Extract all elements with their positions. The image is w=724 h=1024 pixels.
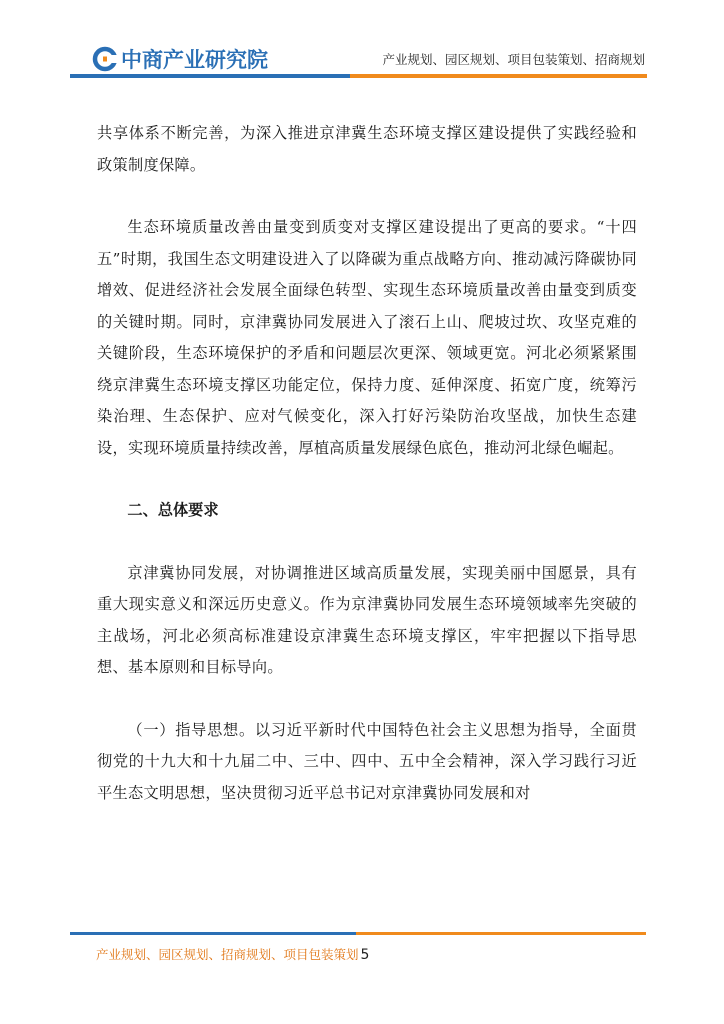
footer-text: 产业规划、园区规划、招商规划、项目包装策划 bbox=[96, 947, 359, 962]
footer-rule-orange bbox=[356, 932, 646, 935]
logo-text: 中商产业研究院 bbox=[121, 48, 268, 72]
header-rule-orange bbox=[350, 74, 647, 78]
logo-icon bbox=[92, 46, 118, 72]
paragraph-4: （一）指导思想。以习近平新时代中国特色社会主义思想为指导，全面贯彻党的十九大和十九届二中、三中、四中、五中全会精神，深入学习践行习近平生态文明思想，坚决贯彻习近平总书记对京津冀协同发展和对 bbox=[97, 720, 637, 802]
paragraph-1: 共享体系不断完善，为深入推进京津冀生态环境支撑区建设提供了实践经验和政策制度保障。 bbox=[97, 124, 637, 174]
header-tagline: 产业规划、园区规划、项目包装策划、招商规划 bbox=[382, 52, 645, 67]
paragraph-2: 生态环境质量改善由量变到质变对支撑区建设提出了更高的要求。“十四五”时期，我国生态文明建设进入了以降碳为重点战略方向、推动减污降碳协同增效、促进经济社会发展全面绿色转型、实现生态环境质量改善由量变到质变的关键时期。同时，京津冀协同发展进入了滚石上山、爬坡过坎、攻坚克难的关键阶段，生态环境保护的矛盾和问题层次更深、领域更宽。河北必须紧紧围绕京津冀生态环境支撑区功能定位，保持力度、延伸深度、拓宽广度，统筹污染治理、生态保护、应对气候变化，深入打好污染防治攻坚战，加快生态建设，实现环境质量持续改善，厚植高质量发展绿色底色，推动河北绿色崛起。 bbox=[97, 218, 637, 457]
section-heading: 二、总体要求 bbox=[127, 501, 219, 519]
paragraph-3: 京津冀协同发展，对协调推进区域高质量发展，实现美丽中国愿景，具有重大现实意义和深远历史意义。作为京津冀协同发展生态环境领域率先突破的主战场，河北必须高标准建设京津冀生态环境支撑区，牢牢把握以下指导思想、基本原则和目标导向。 bbox=[97, 563, 637, 676]
logo bbox=[92, 44, 268, 74]
document-body bbox=[97, 118, 637, 809]
page-header bbox=[0, 0, 724, 80]
page-footer bbox=[96, 945, 369, 963]
page-number: 5 bbox=[360, 947, 370, 963]
